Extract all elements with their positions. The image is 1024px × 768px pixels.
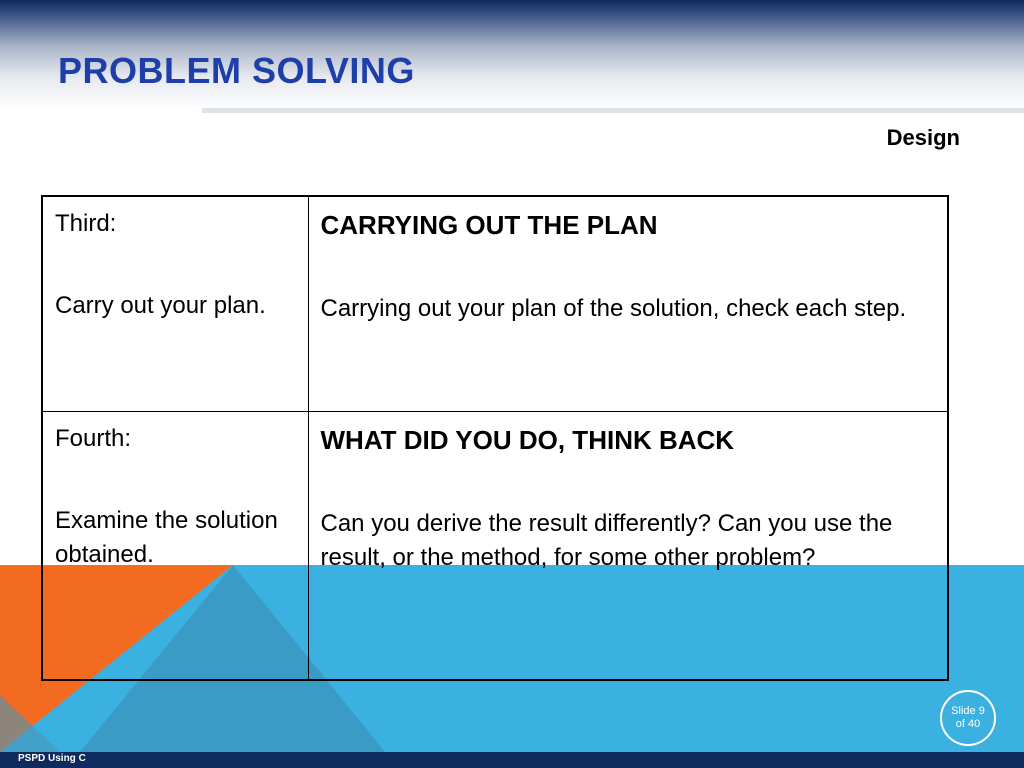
slide-subtitle: Design — [886, 125, 960, 150]
step-label: Third: — [55, 210, 117, 237]
step-heading: WHAT DID YOU DO, THINK BACK — [320, 425, 735, 456]
step-description: Can you derive the result differently? Can you use the result, or the method, for some other problem? — [320, 510, 893, 572]
step-heading: CARRYING OUT THE PLAN — [320, 210, 658, 240]
slide-number-badge — [940, 690, 996, 746]
step-text: Carry out your plan. — [55, 292, 266, 320]
footer-bar — [0, 752, 1024, 768]
step-description: Carrying out your plan of the solution, check each step. — [320, 294, 907, 322]
step-cell — [42, 412, 308, 680]
table-row — [42, 412, 948, 680]
description-cell — [308, 412, 948, 680]
slide-number-total: of 40 — [955, 718, 981, 730]
title-underline-rule — [202, 108, 1024, 113]
footer-text: PSPD Using C — [18, 753, 86, 764]
description-cell — [308, 196, 948, 412]
step-cell — [42, 196, 308, 412]
table-row — [42, 196, 948, 412]
problem-solving-table — [41, 195, 949, 681]
step-text: Examine the solution obtained. — [55, 507, 278, 569]
slide-number-current: Slide 9 — [951, 705, 985, 717]
slide-title: PROBLEM SOLVING — [58, 50, 415, 91]
step-label: Fourth: — [55, 425, 132, 453]
